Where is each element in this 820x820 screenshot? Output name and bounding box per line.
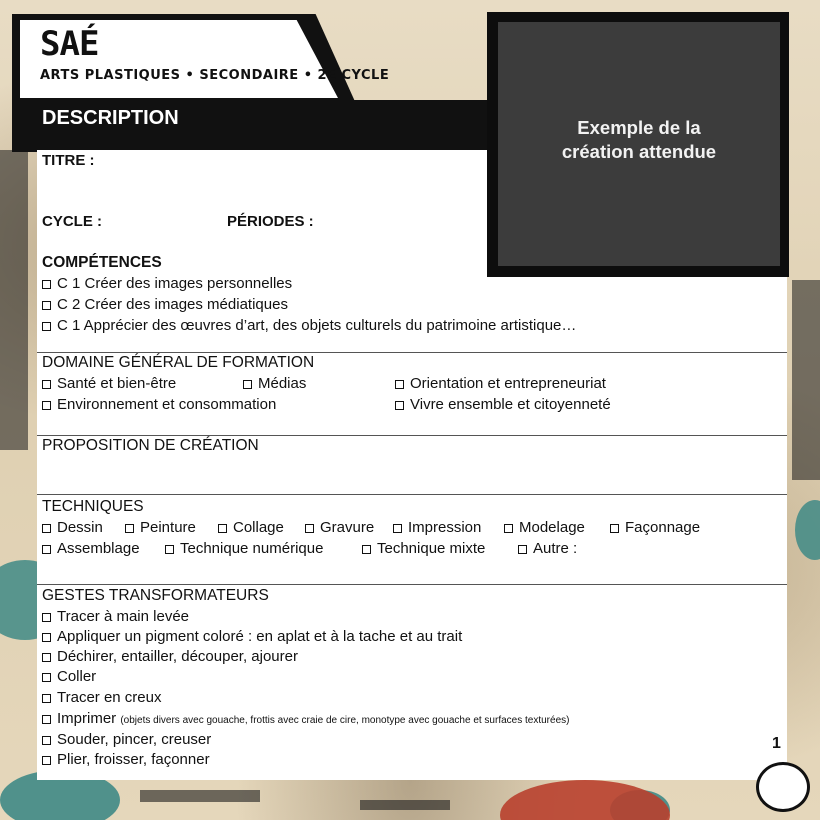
technique-item[interactable] <box>504 519 585 536</box>
geste-item[interactable] <box>42 608 189 625</box>
ink-stroke <box>0 150 28 450</box>
technique-item[interactable] <box>42 540 140 557</box>
description-heading: DESCRIPTION <box>42 107 179 129</box>
technique-item[interactable] <box>518 540 577 557</box>
geste-label: Tracer à main levée <box>57 608 189 625</box>
technique-label: Technique numérique <box>180 540 324 557</box>
section-divider <box>37 494 787 495</box>
checkbox-icon[interactable] <box>42 322 51 331</box>
technique-label: Peinture <box>140 519 196 536</box>
checkbox-icon[interactable] <box>42 301 51 310</box>
section-divider <box>37 584 787 585</box>
titre-field[interactable]: TITRE : <box>42 152 95 169</box>
competence-item[interactable] <box>42 317 576 334</box>
technique-label: Modelage <box>519 519 585 536</box>
ink-stroke <box>360 800 450 810</box>
checkbox-icon[interactable] <box>42 736 51 745</box>
competence-label: C 2 Créer des images médiatiques <box>57 296 288 313</box>
periodes-field[interactable]: PÉRIODES : <box>227 213 314 230</box>
competence-label: C 1 Apprécier des œuvres d’art, des objets culturels du patrimoine artistique… <box>57 317 577 334</box>
geste-item[interactable] <box>42 628 462 645</box>
section-divider <box>37 352 787 353</box>
techniques-heading: TECHNIQUES <box>42 498 144 515</box>
technique-label: Technique mixte <box>377 540 486 557</box>
example-caption-line2: création attendue <box>561 141 717 162</box>
domaine-item[interactable] <box>395 396 611 413</box>
geste-item[interactable] <box>42 689 161 706</box>
geste-item[interactable] <box>42 731 211 748</box>
page-number: 1 <box>772 735 781 752</box>
geste-item[interactable] <box>42 648 298 665</box>
checkbox-icon[interactable] <box>42 613 51 622</box>
checkbox-icon[interactable] <box>395 380 404 389</box>
technique-item[interactable] <box>393 519 481 536</box>
checkbox-icon[interactable] <box>42 524 51 533</box>
section-divider <box>37 435 787 436</box>
geste-label: Plier, froisser, façonner <box>57 751 210 768</box>
technique-item[interactable] <box>610 519 700 536</box>
checkbox-icon[interactable] <box>305 524 314 533</box>
checkbox-icon[interactable] <box>42 756 51 765</box>
checkbox-icon[interactable] <box>42 673 51 682</box>
competences-heading: COMPÉTENCES <box>42 254 162 271</box>
checkbox-icon[interactable] <box>125 524 134 533</box>
checkbox-icon[interactable] <box>610 524 619 533</box>
domaine-label: Santé et bien-être <box>57 375 177 392</box>
technique-label: Assemblage <box>57 540 140 557</box>
page-subtitle: ARTS PLASTIQUES • SECONDAIRE • 2E CYCLE <box>40 68 390 83</box>
domaine-label: Vivre ensemble et citoyenneté <box>410 396 611 413</box>
checkbox-icon[interactable] <box>393 524 402 533</box>
technique-label: Autre : <box>533 540 578 557</box>
gestes-heading: GESTES TRANSFORMATEURS <box>42 587 269 604</box>
geste-label: Imprimer <box>57 710 117 727</box>
technique-item[interactable] <box>42 519 103 536</box>
ink-stroke <box>792 280 820 480</box>
checkbox-icon[interactable] <box>42 633 51 642</box>
example-caption <box>498 116 780 164</box>
geste-item[interactable] <box>42 751 210 768</box>
technique-item[interactable] <box>218 519 284 536</box>
domaine-label: Environnement et consommation <box>57 396 277 413</box>
domaine-label: Orientation et entrepreneuriat <box>410 375 606 392</box>
domaine-item[interactable] <box>395 375 606 392</box>
proposition-heading: PROPOSITION DE CRÉATION <box>42 437 259 454</box>
geste-item[interactable] <box>42 710 569 727</box>
technique-label: Façonnage <box>625 519 701 536</box>
checkbox-icon[interactable] <box>42 401 51 410</box>
checkbox-icon[interactable] <box>42 715 51 724</box>
technique-item[interactable] <box>305 519 374 536</box>
checkbox-icon[interactable] <box>243 380 252 389</box>
checkbox-icon[interactable] <box>42 280 51 289</box>
red-paint-splash <box>500 780 670 820</box>
ink-stroke <box>140 790 260 802</box>
technique-label: Impression <box>408 519 482 536</box>
checkbox-icon[interactable] <box>362 545 371 554</box>
geste-label: Souder, pincer, creuser <box>57 731 212 748</box>
domaine-item[interactable] <box>243 375 306 392</box>
geste-label: Appliquer un pigment coloré : en aplat et à la tache et au trait <box>57 628 463 645</box>
domaine-label: Médias <box>258 375 307 392</box>
technique-item[interactable] <box>125 519 196 536</box>
domaine-item[interactable] <box>42 396 276 413</box>
corner-circle <box>756 762 810 812</box>
domaine-item[interactable] <box>42 375 176 392</box>
checkbox-icon[interactable] <box>518 545 527 554</box>
competence-item[interactable] <box>42 296 288 313</box>
technique-item[interactable] <box>165 540 323 557</box>
page-title: SAÉ <box>40 24 99 64</box>
technique-label: Collage <box>233 519 284 536</box>
checkbox-icon[interactable] <box>504 524 513 533</box>
teal-paint-splash <box>795 500 820 560</box>
checkbox-icon[interactable] <box>42 694 51 703</box>
checkbox-icon[interactable] <box>218 524 227 533</box>
competence-label: C 1 Créer des images personnelles <box>57 275 293 292</box>
technique-item[interactable] <box>362 540 485 557</box>
imprimer-note: (objets divers avec gouache, frottis avec craie de cire, monotype avec gouache et surfaces texturées) <box>120 715 570 726</box>
example-caption-line1: Exemple de la <box>577 117 701 138</box>
technique-label: Dessin <box>57 519 103 536</box>
domaine-heading: DOMAINE GÉNÉRAL DE FORMATION <box>42 354 315 371</box>
checkbox-icon[interactable] <box>42 545 51 554</box>
geste-label: Tracer en creux <box>57 689 162 706</box>
geste-label: Déchirer, entailler, découper, ajourer <box>57 648 298 665</box>
cycle-field[interactable]: CYCLE : <box>42 213 102 230</box>
checkbox-icon[interactable] <box>165 545 174 554</box>
technique-label: Gravure <box>320 519 375 536</box>
geste-item[interactable] <box>42 668 96 685</box>
checkbox-icon[interactable] <box>395 401 404 410</box>
geste-label: Coller <box>57 668 97 685</box>
checkbox-icon[interactable] <box>42 653 51 662</box>
checkbox-icon[interactable] <box>42 380 51 389</box>
competence-item[interactable] <box>42 275 292 292</box>
